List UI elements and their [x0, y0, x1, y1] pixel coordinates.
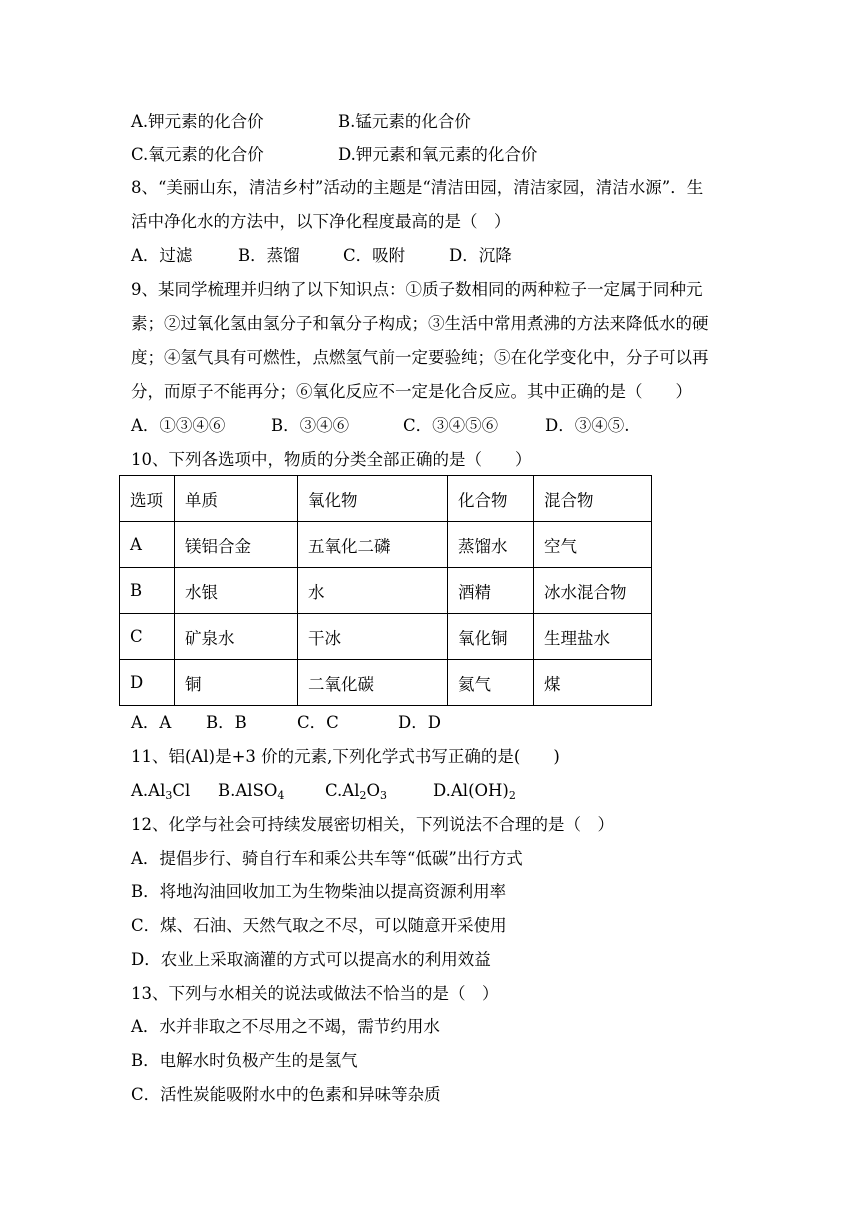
table-cell: 氦气	[448, 660, 534, 706]
q11-option-a-subscript: 3	[165, 789, 173, 802]
table-cell: 氧化铜	[448, 614, 534, 660]
q10-option-d: D．D	[398, 713, 441, 732]
q10-option-a: A．A	[131, 713, 172, 732]
q13-option-b: B．电解水时负极产生的是氢气	[131, 1051, 358, 1070]
q13-stem: 13、下列与水相关的说法或做法不恰当的是（ ）	[131, 984, 499, 1003]
table-cell: 蒸馏水	[448, 522, 534, 568]
q9-option-a: A．①③④⑥	[131, 416, 226, 435]
table-cell: D	[120, 660, 175, 706]
q8-option-c: C．吸附	[343, 246, 406, 265]
q10-stem: 10、下列各选项中，物质的分类全部正确的是（ ）	[131, 450, 532, 469]
table-cell: 二氧化碳	[298, 660, 448, 706]
table-header-cell: 混合物	[534, 476, 652, 522]
table-cell: 冰水混合物	[534, 568, 652, 614]
table-row	[120, 660, 652, 706]
q11-option-a-suffix: Cl	[172, 781, 191, 800]
q9-stem-line-4: 分，而原子不能再分；⑥氧化反应不一定是化合反应。其中正确的是（ ）	[131, 382, 692, 401]
table-cell: 空气	[534, 522, 652, 568]
table-header-cell: 化合物	[448, 476, 534, 522]
q10-option-c: C．C	[297, 713, 339, 732]
q11-option-d-subscript: 2	[508, 789, 516, 802]
q13-option-c: C．活性炭能吸附水中的色素和异味等杂质	[131, 1085, 441, 1104]
table-cell: C	[120, 614, 175, 660]
table-cell: 生理盐水	[534, 614, 652, 660]
q7-option-b: B.锰元素的化合价	[338, 112, 471, 131]
q12-stem: 12、化学与社会可持续发展密切相关，下列说法不合理的是（ ）	[131, 815, 614, 834]
table-cell: A	[120, 522, 175, 568]
q11-option-d-text: D.Al(OH)	[433, 781, 509, 800]
q11-option-c-middle: O	[366, 781, 381, 800]
q9-stem-line-2: 素；②过氧化氢由氢分子和氧分子构成；③生活中常用煮沸的方法来降低水的硬	[131, 314, 709, 333]
q11-option-d	[433, 780, 516, 802]
q11-option-a	[131, 780, 190, 802]
q11-option-b-subscript: 4	[277, 789, 285, 802]
q9-option-c: C．③④⑤⑥	[403, 416, 499, 435]
q9-stem-line-1: 9、某同学梳理并归纳了以下知识点：①质子数相同的两种粒子一定属于同种元	[131, 280, 703, 299]
table-header-cell: 单质	[175, 476, 298, 522]
table-cell: 酒精	[448, 568, 534, 614]
q11-option-b	[218, 780, 284, 802]
q11-option-c-subscript-2: 3	[380, 789, 388, 802]
table-header-row	[120, 476, 652, 522]
table-header-cell: 氧化物	[298, 476, 448, 522]
table-cell: 矿泉水	[175, 614, 298, 660]
table-cell: 煤	[534, 660, 652, 706]
table-cell: 水银	[175, 568, 298, 614]
q9-stem-line-3: 度；④氢气具有可燃性，点燃氢气前一定要验纯；⑤在化学变化中，分子可以再	[131, 348, 709, 367]
q12-option-b: B．将地沟油回收加工为生物柴油以提高资源利用率	[131, 882, 507, 901]
q10-option-b: B．B	[206, 713, 247, 732]
q11-option-c-text: C.Al	[325, 781, 360, 800]
q7-option-d: D.钾元素和氧元素的化合价	[338, 145, 538, 164]
q11-option-c-subscript-1: 2	[359, 789, 367, 802]
q11-stem: 11、铝(Al)是+3 价的元素,下列化学式书写正确的是( )	[131, 747, 560, 766]
q12-option-c: C．煤、石油、天然气取之不尽，可以随意开采使用	[131, 916, 507, 935]
q7-option-a: A.钾元素的化合价	[131, 112, 264, 131]
table-cell: 干冰	[298, 614, 448, 660]
table-row	[120, 614, 652, 660]
table-cell: 铜	[175, 660, 298, 706]
classification-table	[119, 475, 652, 706]
table-row	[120, 522, 652, 568]
q8-option-b: B．蒸馏	[238, 246, 300, 265]
q9-option-b: B．③④⑥	[271, 416, 350, 435]
table-cell: 镁铝合金	[175, 522, 298, 568]
q8-option-a: A．过滤	[131, 246, 193, 265]
q8-option-d: D．沉降	[449, 246, 512, 265]
q12-option-d: D．农业上采取滴灌的方式可以提高水的利用效益	[131, 950, 491, 969]
table-cell: 水	[298, 568, 448, 614]
q13-option-a: A．水并非取之不尽用之不竭，需节约用水	[131, 1017, 440, 1036]
q11-option-c	[325, 780, 387, 802]
q12-option-a: A．提倡步行、骑自行车和乘公共车等“低碳”出行方式	[131, 849, 523, 868]
q9-option-d: D．③④⑤.	[545, 416, 630, 435]
table-header-cell: 选项	[120, 476, 175, 522]
q8-stem-line-1: 8、“美丽山东，清洁乡村”活动的主题是“清洁田园，清洁家园，清洁水源”．生	[131, 178, 704, 197]
q11-option-a-text: A.Al	[131, 781, 166, 800]
q11-option-b-text: B.AlSO	[218, 781, 278, 800]
table-cell: B	[120, 568, 175, 614]
q8-stem-line-2: 活中净化水的方法中，以下净化程度最高的是（ ）	[131, 212, 511, 231]
table-cell: 五氧化二磷	[298, 522, 448, 568]
q7-option-c: C.氧元素的化合价	[131, 145, 264, 164]
table-row	[120, 568, 652, 614]
